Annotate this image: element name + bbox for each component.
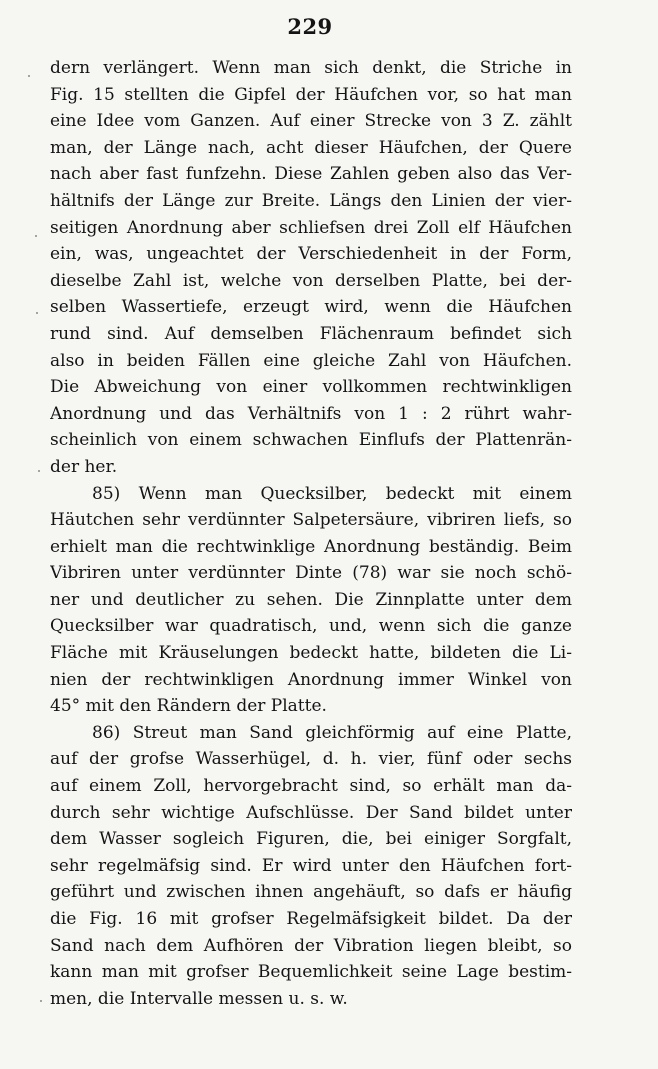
text-line: nach aber fast funfzehn. Diese Zahlen geben also das Ver- — [50, 164, 572, 185]
text-line: dern verlängert. Wenn man sich denkt, die Striche in — [50, 58, 572, 78]
text-line: also in beiden Fällen eine gleiche Zahl von Häufchen. — [50, 350, 572, 371]
page-number: 229 — [287, 14, 333, 39]
text-line: erhielt man die rechtwinklige Anordnung beständig. Beim — [50, 536, 572, 557]
text-line: sehr regelmäfsig sind. Er wird unter den Häufchen fort- — [50, 855, 572, 876]
text-line: 85) Wenn man Quecksilber, bedeckt mit einem — [92, 483, 572, 504]
text-line: selben Wassertiefe, erzeugt wird, wenn die Häufchen — [50, 297, 572, 318]
text-line: ner und deutlicher zu sehen. Die Zinnplatte unter dem — [50, 589, 572, 610]
print-speck — [36, 312, 38, 314]
print-speck — [40, 1000, 42, 1002]
text-line: geführt und zwischen ihnen angehäuft, so dafs er häufig — [50, 882, 572, 903]
print-speck — [35, 235, 37, 237]
text-line: Die Abweichung von einer vollkommen rechtwinkligen — [50, 377, 572, 398]
text-line: nien der rechtwinkligen Anordnung immer Winkel von — [50, 669, 572, 690]
text-line: seitigen Anordnung aber schliefsen drei Zoll elf Häufchen — [50, 217, 572, 238]
text-line: Fläche mit Kräuselungen bedeckt hatte, bildeten die Li- — [50, 643, 572, 664]
text-line: dem Wasser sogleich Figuren, die, bei einiger Sorgfalt, — [50, 829, 572, 850]
text-line: kann man mit grofser Bequemlichkeit seine Lage bestim- — [50, 962, 572, 983]
text-line: Vibriren unter verdünnter Dinte (78) war sie noch schö- — [50, 563, 572, 584]
text-line: auf der grofse Wasserhügel, d. h. vier, fünf oder sechs — [50, 749, 572, 770]
text-line: eine Idee vom Ganzen. Auf einer Strecke von 3 Z. zählt — [50, 111, 572, 132]
text-line: dieselbe Zahl ist, welche von derselben Platte, bei der- — [50, 270, 572, 291]
text-line: durch sehr wichtige Aufschlüsse. Der Sand bildet unter — [50, 802, 572, 823]
text-line: die Fig. 16 mit grofser Regelmäfsigkeit bildet. Da der — [50, 909, 572, 929]
text-line: 86) Streut man Sand gleichförmig auf eine Platte, — [92, 722, 572, 743]
text-line: Fig. 15 stellten die Gipfel der Häufchen vor, so hat man — [50, 84, 572, 105]
text-line: rund sind. Auf demselben Flächenraum befindet sich — [50, 323, 572, 344]
text-line: auf einem Zoll, hervorgebracht sind, so erhält man da- — [50, 776, 572, 797]
text-line: scheinlich von einem schwachen Einflufs der Plattenrän- — [50, 430, 572, 451]
text-line: hältnifs der Länge zur Breite. Längs den Linien der vier- — [50, 190, 572, 211]
text-line: der her. — [50, 456, 118, 477]
text-line: man, der Länge nach, acht dieser Häufchen, der Quere — [50, 137, 572, 158]
text-line: 45° mit den Rändern der Platte. — [50, 696, 327, 717]
body-text — [50, 55, 572, 1012]
print-speck — [38, 470, 40, 472]
text-line: men, die Intervalle messen u. s. w. — [50, 988, 348, 1009]
text-line: Häutchen sehr verdünnter Salpetersäure, vibriren liefs, so — [50, 510, 572, 531]
text-line: ein, was, ungeachtet der Verschiedenheit in der Form, — [50, 244, 572, 265]
text-line: Sand nach dem Aufhören der Vibration liegen bleibt, so — [50, 935, 572, 956]
text-line: Anordnung und das Verhältnifs von 1 : 2 rührt wahr- — [50, 403, 572, 424]
text-line: Quecksilber war quadratisch, und, wenn sich die ganze — [50, 616, 572, 637]
print-speck — [28, 75, 30, 77]
